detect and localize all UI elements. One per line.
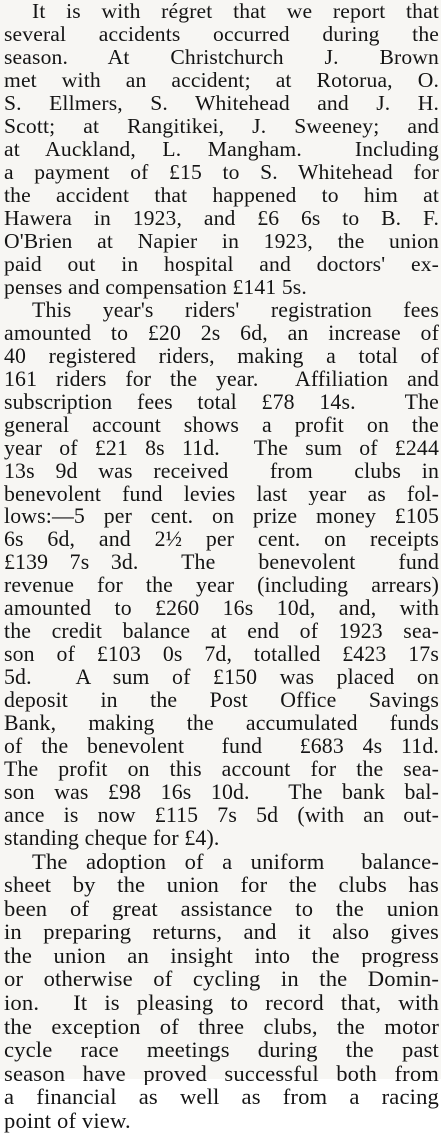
text-line: paid out in hospital and doctors' ex-: [4, 253, 439, 276]
text-line: year of £21 8s 11d. The sum of £244: [4, 436, 439, 460]
text-line: amounted to £20 2s 6d, an increase of: [4, 321, 439, 345]
text-line: point of view.: [4, 1109, 131, 1133]
text-line: or otherwise of cycling in the Domin-: [4, 967, 439, 992]
text-line: amounted to £260 16s 10d, and, with: [4, 597, 439, 621]
text-line: the accident that happened to him at: [4, 184, 439, 207]
text-line: sheet by the union for the clubs has: [4, 873, 439, 897]
text-line: deposit in the Post Office Savings: [4, 688, 439, 712]
paragraph-balance-sheet: [4, 850, 439, 1133]
text-line: 6s 6d, and 2½ per cent. on receipts: [4, 528, 439, 552]
paragraph-accidents: [4, 0, 439, 299]
text-line: 161 riders for the year. Affiliation and: [4, 367, 439, 391]
text-line: subscription fees total £78 14s. The: [4, 390, 439, 414]
text-line: 13s 9d was received from clubs in: [4, 459, 439, 483]
paragraph-finances: [4, 299, 439, 850]
text-line: the credit balance at end of 1923 sea-: [4, 620, 439, 644]
text-line: several accidents occurred during the: [4, 23, 439, 46]
text-line: cycle race meetings during the past: [4, 1038, 439, 1062]
text-line: £139 7s 3d. The benevolent fund: [4, 551, 439, 575]
text-line: benevolent fund levies last year as fol-: [4, 482, 439, 506]
text-line: O'Brien at Napier in 1923, the union: [4, 230, 439, 253]
text-line: The profit on this account for the sea-: [4, 757, 439, 781]
text-line: the exception of three clubs, the motor: [4, 1014, 439, 1039]
text-line: Scott; at Rangitikei, J. Sweeney; and: [4, 115, 439, 138]
text-line: son of £103 0s 7d, totalled £423 17s: [4, 643, 439, 666]
text-line: The adoption of a uniform balance-: [32, 849, 439, 874]
text-line: been of great assistance to the union: [4, 896, 439, 921]
text-line: the union an insight into the progress: [4, 943, 439, 968]
text-line: in preparing returns, and it also gives: [4, 920, 439, 944]
text-line: Hawera in 1923, and £6 6s to B. F.: [4, 207, 439, 230]
text-line: Bank, making the accumulated funds: [4, 711, 439, 735]
text-line: It is with régret that we report that: [32, 0, 439, 23]
text-line: ance is now £115 7s 5d (with an out-: [4, 803, 439, 827]
text-line: lows:—5 per cent. on prize money £105: [4, 505, 439, 529]
text-line: ion. It is pleasing to record that, with: [4, 991, 439, 1015]
text-line: of the benevolent fund £683 4s 11d.: [4, 734, 439, 758]
text-line: 5d. A sum of £150 was placed on: [4, 666, 439, 689]
text-line: penses and compensation £141 5s.: [4, 276, 307, 299]
text-line: at Auckland, L. Mangham. Including: [4, 138, 439, 161]
text-line: a payment of £15 to S. Whitehead for: [4, 161, 439, 184]
text-line: son was £98 16s 10d. The bank bal-: [4, 780, 439, 804]
text-line: This year's riders' registration fees: [32, 299, 439, 322]
text-line: S. Ellmers, S. Whitehead and J. H.: [4, 92, 439, 115]
text-line: season have proved successful both from: [4, 1061, 439, 1086]
text-line: met with an accident; at Rotorua, O.: [4, 69, 439, 92]
text-line: general account shows a profit on the: [4, 413, 439, 437]
text-line: season. At Christchurch J. Brown: [4, 46, 439, 69]
text-line: 40 registered riders, making a total of: [4, 344, 439, 368]
text-line: standing cheque for £4).: [4, 826, 220, 850]
text-line: revenue for the year (including arrears): [4, 574, 439, 598]
text-line: a financial as well as from a racing: [4, 1085, 439, 1110]
